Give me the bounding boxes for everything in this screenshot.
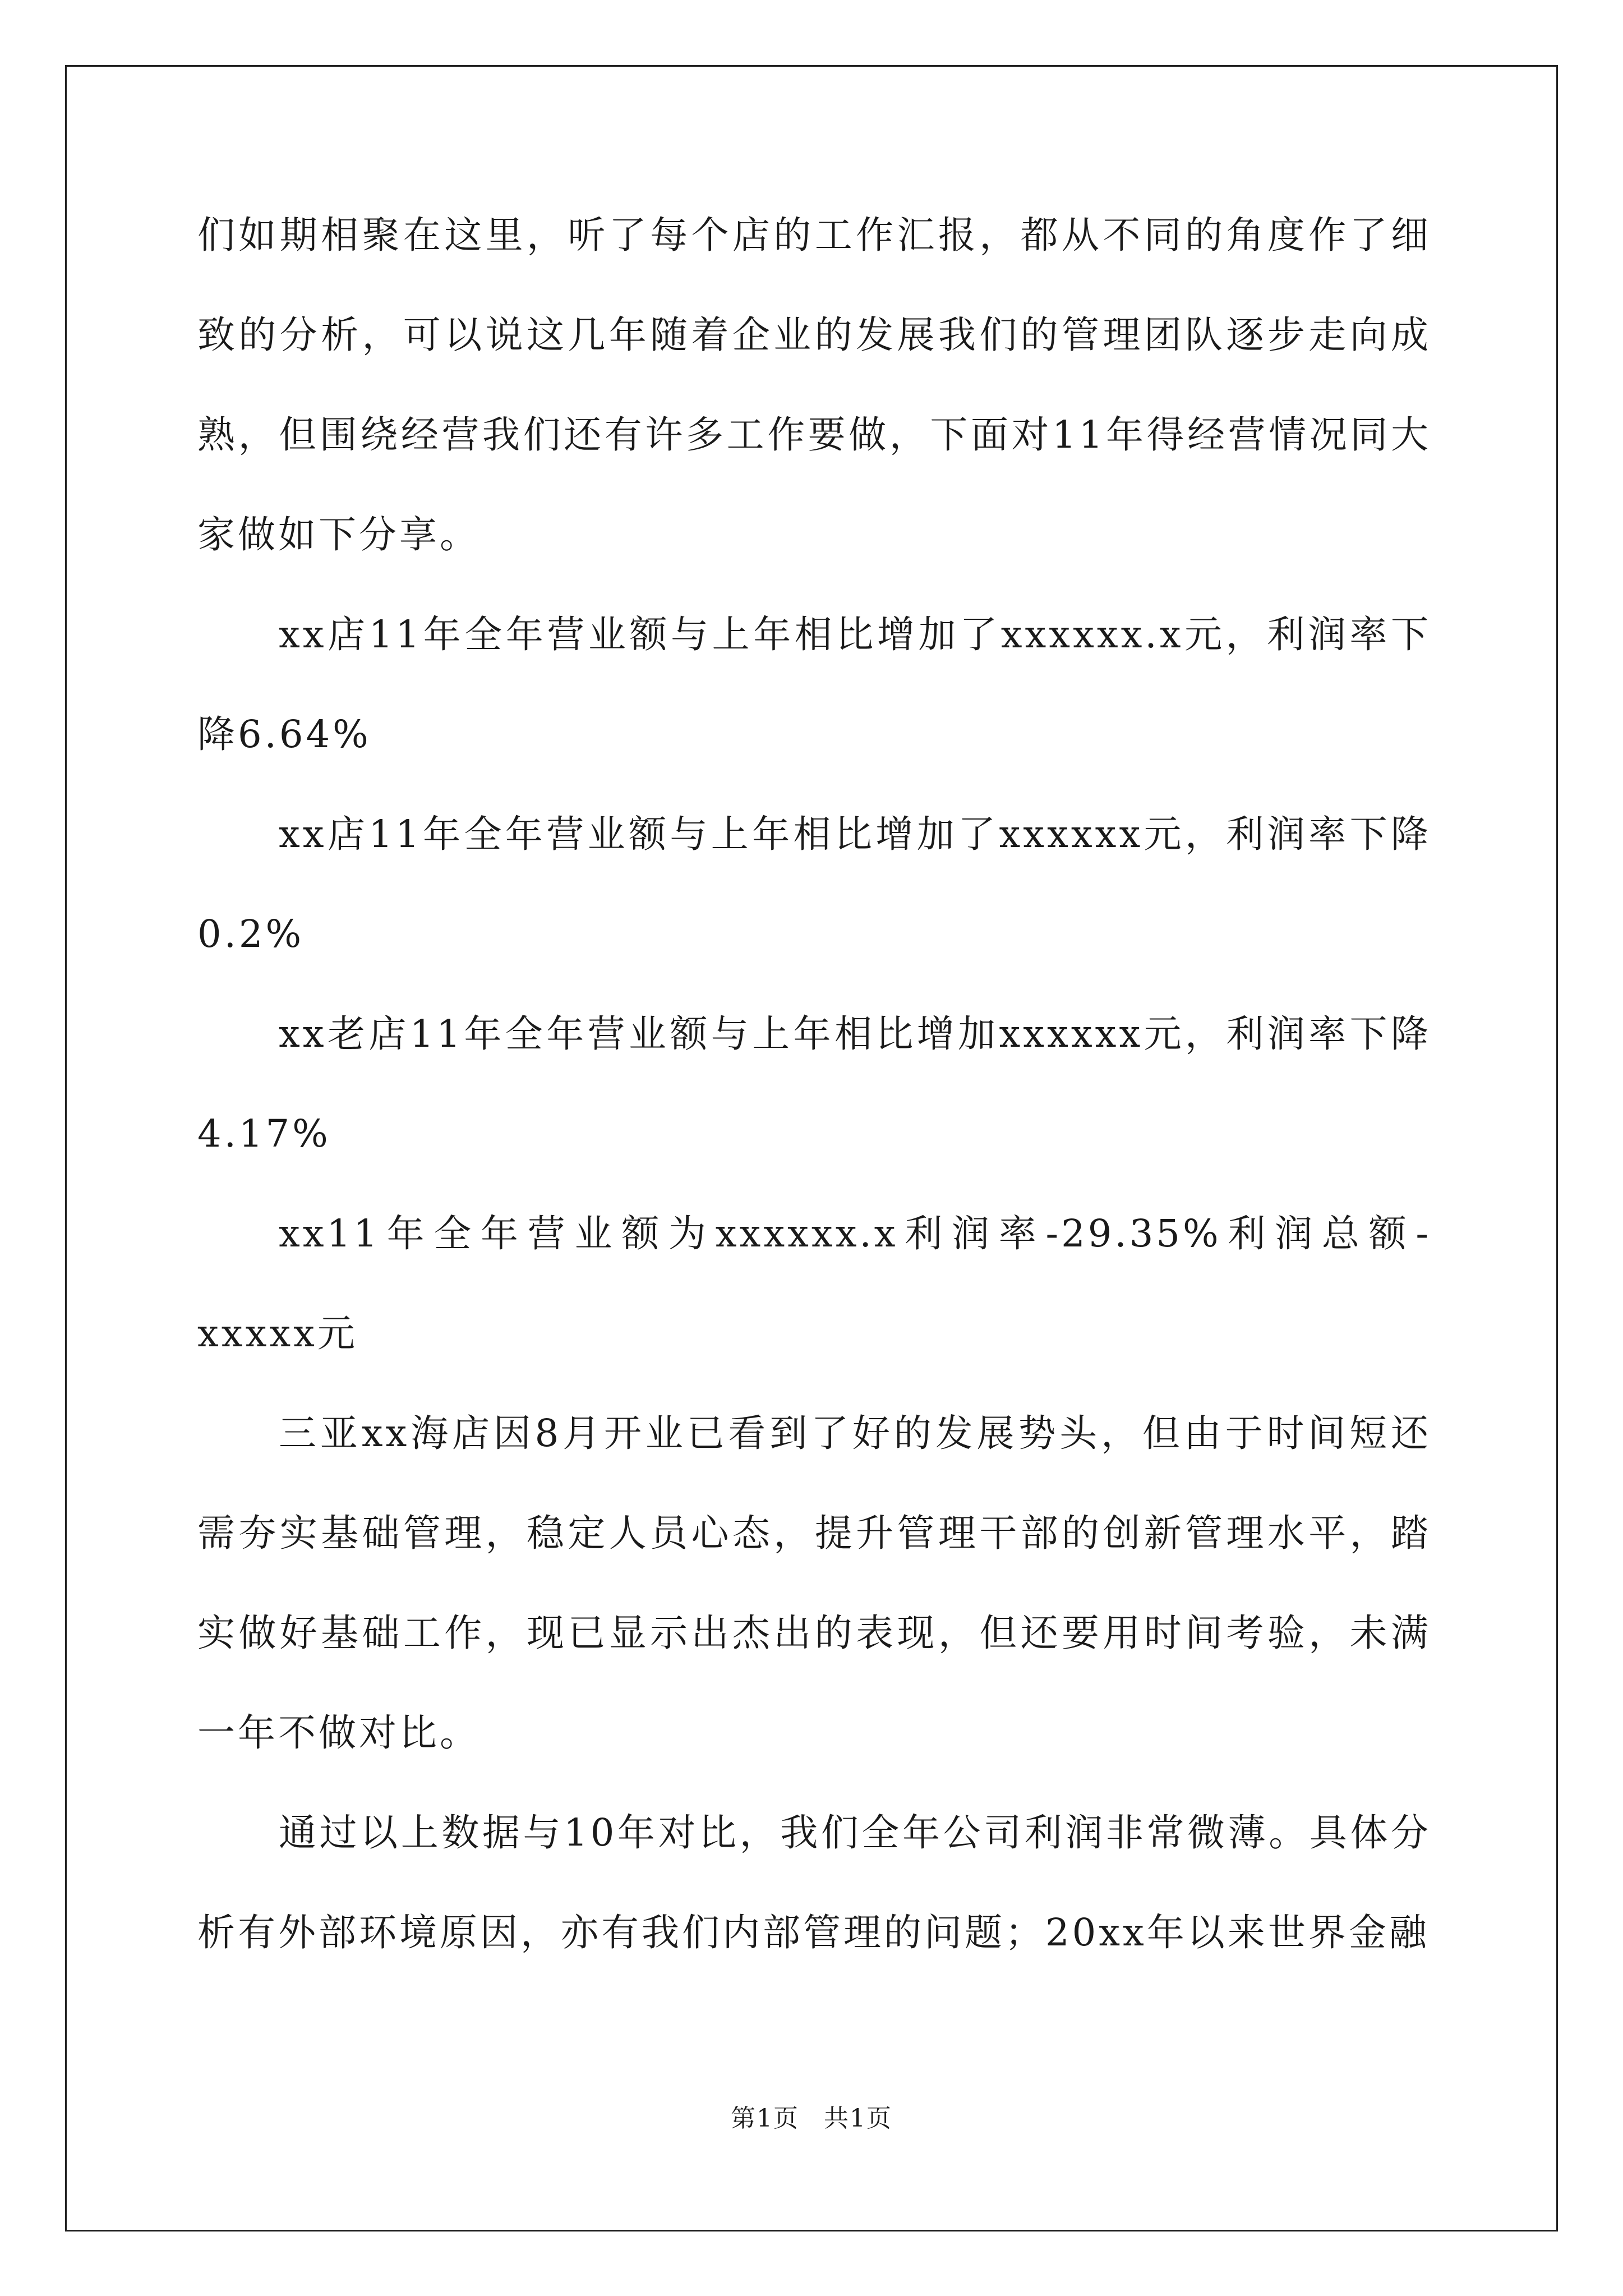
paragraph-7: 通过以上数据与10年对比，我们全年公司利润非常微薄。具体分析有外部环境原因，亦有我们内部管理的问题；20xx年以来世界金融 [197,1811,1431,1954]
document-body [197,185,1431,1982]
page-number-label: 第1页 [731,2104,799,2133]
paragraph-3: xx店11年全年营业额与上年相比增加了xxxxxx元，利润率下降0.2% [197,812,1431,956]
paragraph-2: xx店11年全年营业额与上年相比增加了xxxxxx.x元，利润率下降6.64% [197,613,1431,756]
paragraph-6: 三亚xx海店因8月开业已看到了好的发展势头，但由于时间短还需夯实基础管理，稳定人员心态，提升管理干部的创新管理水平，踏实做好基础工作，现已显示出杰出的表现，但还要用时间考验，未满一年不做对比。 [197,1411,1431,1755]
paragraph-5: xx11年全年营业额为xxxxxx.x利润率-29.35%利润总额-xxxxx元 [197,1212,1431,1355]
paragraph-1: 们如期相聚在这里，听了每个店的工作汇报，都从不同的角度作了细致的分析，可以说这几年随着企业的发展我们的管理团队逐步走向成熟，但围绕经营我们还有许多工作要做，下面对11年得经营情况同大家做如下分享。 [197,213,1431,556]
paragraph-4: xx老店11年全年营业额与上年相比增加xxxxxx元，利润率下降4.17% [197,1012,1431,1156]
page-footer [0,2098,1623,2134]
total-pages-label: 共1页 [824,2104,892,2133]
